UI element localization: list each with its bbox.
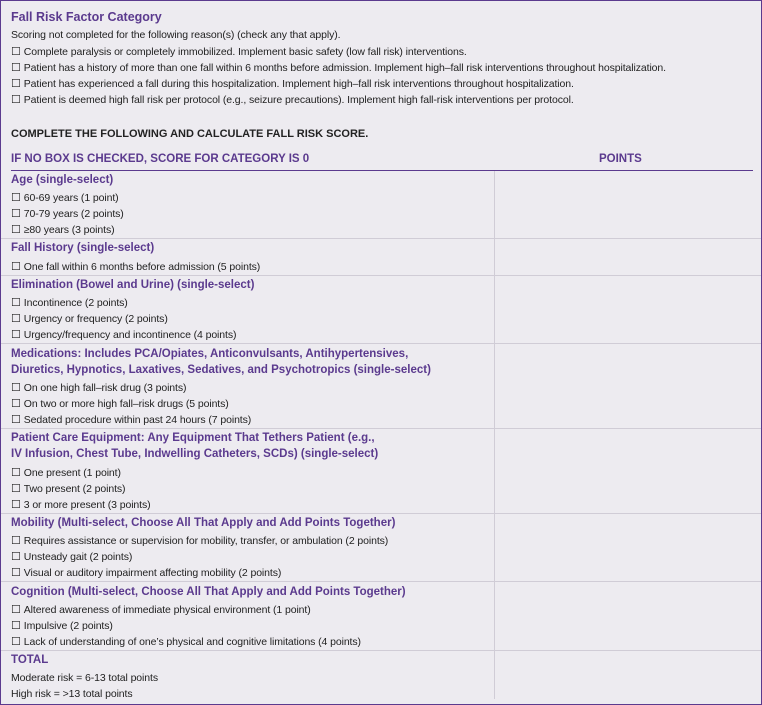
section-title-cognition: Cognition (Multi-select, Choose All That Apply and Add Points Together) <box>11 586 406 598</box>
exclusion-item[interactable]: ☐ Patient has experienced a fall during this hospitalization. Implement high–fall risk interventions throughout hospitalization. <box>11 77 574 90</box>
scoring-column-header: IF NO BOX IS CHECKED, SCORE FOR CATEGORY IS 0 <box>11 153 310 165</box>
row-divider <box>1 275 761 276</box>
option-item[interactable]: ☐ Incontinence (2 points) <box>11 296 128 309</box>
option-item[interactable]: ☐ One fall within 6 months before admission (5 points) <box>11 260 260 273</box>
section-title-total: TOTAL <box>11 654 49 666</box>
row-divider <box>1 428 761 429</box>
section-title-medications: Medications: Includes PCA/Opiates, Anticonvulsants, Antihypertensives, <box>11 348 409 360</box>
section-title-equipment: Patient Care Equipment: Any Equipment That Tethers Patient (e.g., <box>11 432 375 444</box>
exclusion-item[interactable]: ☐ Patient is deemed high fall risk per protocol (e.g., seizure precautions). Implement high fall-risk interventions per protocol. <box>11 93 574 106</box>
total-high-risk: High risk = >13 total points <box>11 688 133 700</box>
section-title-equipment-cont: IV Infusion, Chest Tube, Indwelling Catheters, SCDs) (single-select) <box>11 448 379 460</box>
section-title-age: Age (single-select) <box>11 174 114 186</box>
column-divider <box>494 171 495 699</box>
row-divider <box>1 238 761 239</box>
option-item[interactable]: ☐ Unsteady gait (2 points) <box>11 550 132 563</box>
option-item[interactable]: ☐ 60-69 years (1 point) <box>11 191 119 204</box>
row-divider <box>1 343 761 344</box>
option-item[interactable]: ☐ Lack of understanding of one’s physical and cognitive limitations (4 points) <box>11 635 361 648</box>
option-item[interactable]: ☐ ≥80 years (3 points) <box>11 223 115 236</box>
option-item[interactable]: ☐ 3 or more present (3 points) <box>11 498 151 511</box>
option-item[interactable]: ☐ Requires assistance or supervision for mobility, transfer, or ambulation (2 points) <box>11 534 388 547</box>
section-title-fall-history: Fall History (single-select) <box>11 242 155 254</box>
option-item[interactable]: ☐ On two or more high fall–risk drugs (5 points) <box>11 397 229 410</box>
row-divider <box>1 650 761 651</box>
section-title-medications-cont: Diuretics, Hypnotics, Laxatives, Sedatives, and Psychotropics (single-select) <box>11 364 431 376</box>
option-item[interactable]: ☐ One present (1 point) <box>11 466 121 479</box>
total-moderate-risk: Moderate risk = 6-13 total points <box>11 672 158 684</box>
exclusion-item[interactable]: ☐ Complete paralysis or completely immobilized. Implement basic safety (low fall risk) interventions. <box>11 45 467 58</box>
option-item[interactable]: ☐ 70-79 years (2 points) <box>11 207 124 220</box>
option-item[interactable]: ☐ Urgency or frequency (2 points) <box>11 312 168 325</box>
option-item[interactable]: ☐ Altered awareness of immediate physical environment (1 point) <box>11 603 311 616</box>
row-divider <box>1 581 761 582</box>
option-item[interactable]: ☐ Impulsive (2 points) <box>11 619 113 632</box>
points-column-header: POINTS <box>599 153 642 165</box>
option-item[interactable]: ☐ On one high fall–risk drug (3 points) <box>11 381 186 394</box>
option-item[interactable]: ☐ Sedated procedure within past 24 hours (7 points) <box>11 413 251 426</box>
instruction-text: COMPLETE THE FOLLOWING AND CALCULATE FALL RISK SCORE. <box>11 128 369 140</box>
form-title: Fall Risk Factor Category <box>11 10 162 24</box>
exclusion-note: Scoring not completed for the following reason(s) (check any that apply). <box>11 29 341 41</box>
section-title-mobility: Mobility (Multi-select, Choose All That Apply and Add Points Together) <box>11 517 396 529</box>
option-item[interactable]: ☐ Visual or auditory impairment affecting mobility (2 points) <box>11 566 281 579</box>
option-item[interactable]: ☐ Two present (2 points) <box>11 482 125 495</box>
header-divider <box>11 170 753 171</box>
row-divider <box>1 513 761 514</box>
section-title-elimination: Elimination (Bowel and Urine) (single-select) <box>11 279 255 291</box>
exclusion-item[interactable]: ☐ Patient has a history of more than one fall within 6 months before admission. Implement high–fall risk interventions throughout hospitalization. <box>11 61 666 74</box>
option-item[interactable]: ☐ Urgency/frequency and incontinence (4 points) <box>11 328 236 341</box>
